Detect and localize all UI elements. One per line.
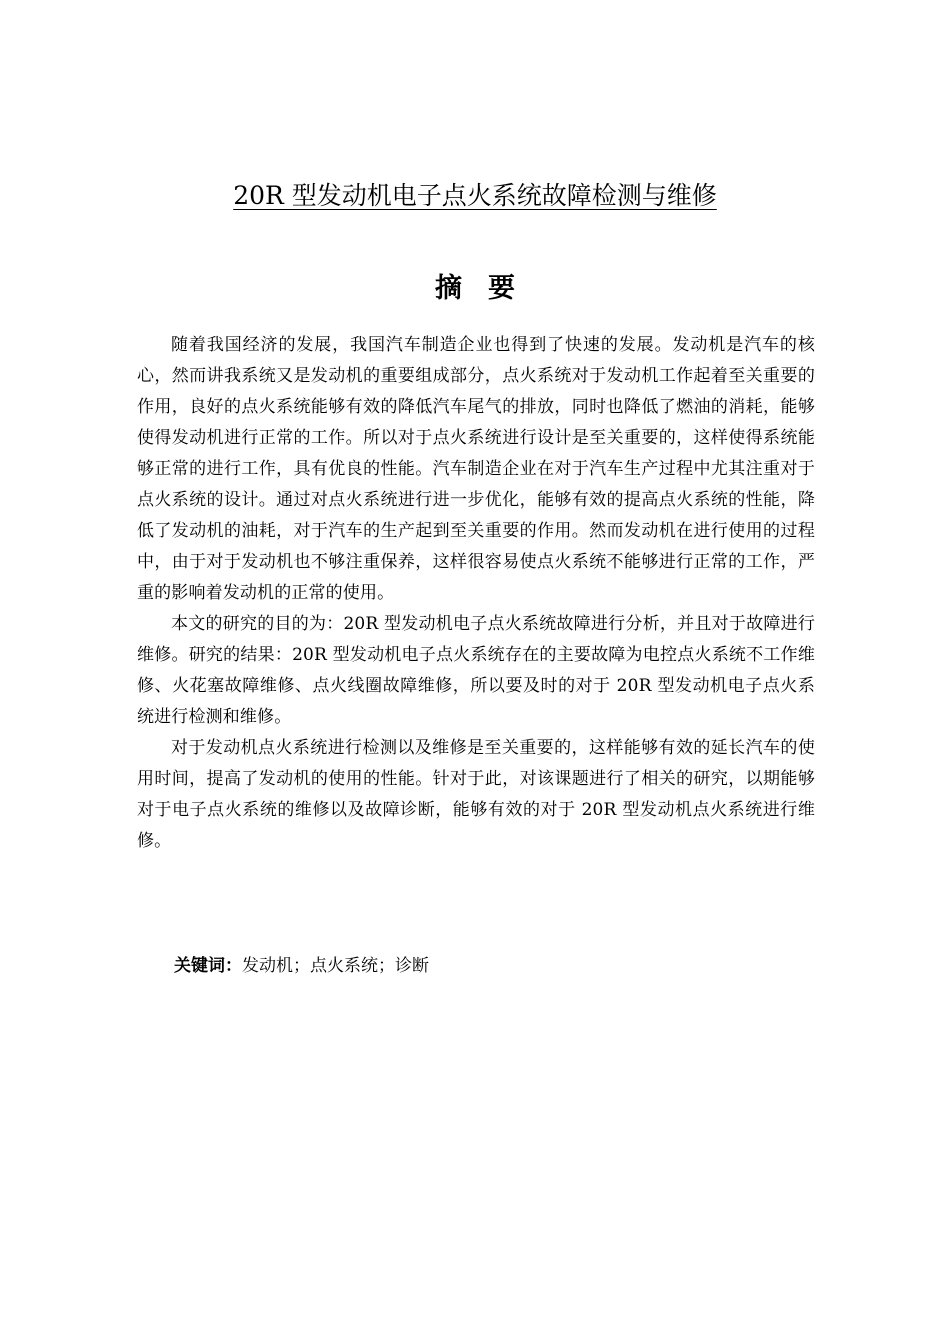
document-title-text: 20R 型发动机电子点火系统故障检测与维修 <box>233 181 717 210</box>
abstract-paragraph-3: 对于发动机点火系统进行检测以及维修是至关重要的，这样能够有效的延长汽车的使用时间，提高了发动机的使用的性能。针对于此，对该课题进行了相关的研究，以期能够对于电子点火系统的维修以及故障诊断，能够有效的对于 20R 型发动机点火系统进行维修。 <box>137 738 815 851</box>
abstract-paragraph-1: 随着我国经济的发展，我国汽车制造企业也得到了快速的发展。发动机是汽车的核心，然而讲我系统又是发动机的重要组成部分，点火系统对于发动机工作起着至关重要的作用，良好的点火系统能够有效的降低汽车尾气的排放，同时也降低了燃油的消耗，能够使得发动机进行正常的工作。所以对于点火系统进行设计是至关重要的，这样使得系统能够正常的进行工作，具有优良的性能。汽车制造企业在对于汽车生产过程中尤其注重对于点火系统的设计。通过对点火系统进行进一步优化，能够有效的提高点火系统的性能，降低了发动机的油耗，对于汽车的生产起到至关重要的作用。然而发动机在进行使用的过程中，由于对于发动机也不够注重保养，这样很容易使点火系统不能够进行正常的工作，严重的影响着发动机的正常的使用。 <box>137 335 815 603</box>
abstract-paragraph-2: 本文的研究的目的为：20R 型发动机电子点火系统故障进行分析，并且对于故障进行维修。研究的结果：20R 型发动机电子点火系统存在的主要故障为电控点火系统不工作维修、火花塞故障维修、点火线圈故障维修，所以要及时的对于 20R 型发动机电子点火系统进行检测和维修。 <box>137 614 815 727</box>
document-title <box>0 178 950 214</box>
keywords-line <box>174 953 814 979</box>
abstract-body <box>137 330 815 857</box>
abstract-heading: 摘要 <box>435 273 541 304</box>
keywords-label: 关键词： <box>174 956 242 976</box>
keywords-value: 发动机；点火系统；诊断 <box>242 956 429 976</box>
